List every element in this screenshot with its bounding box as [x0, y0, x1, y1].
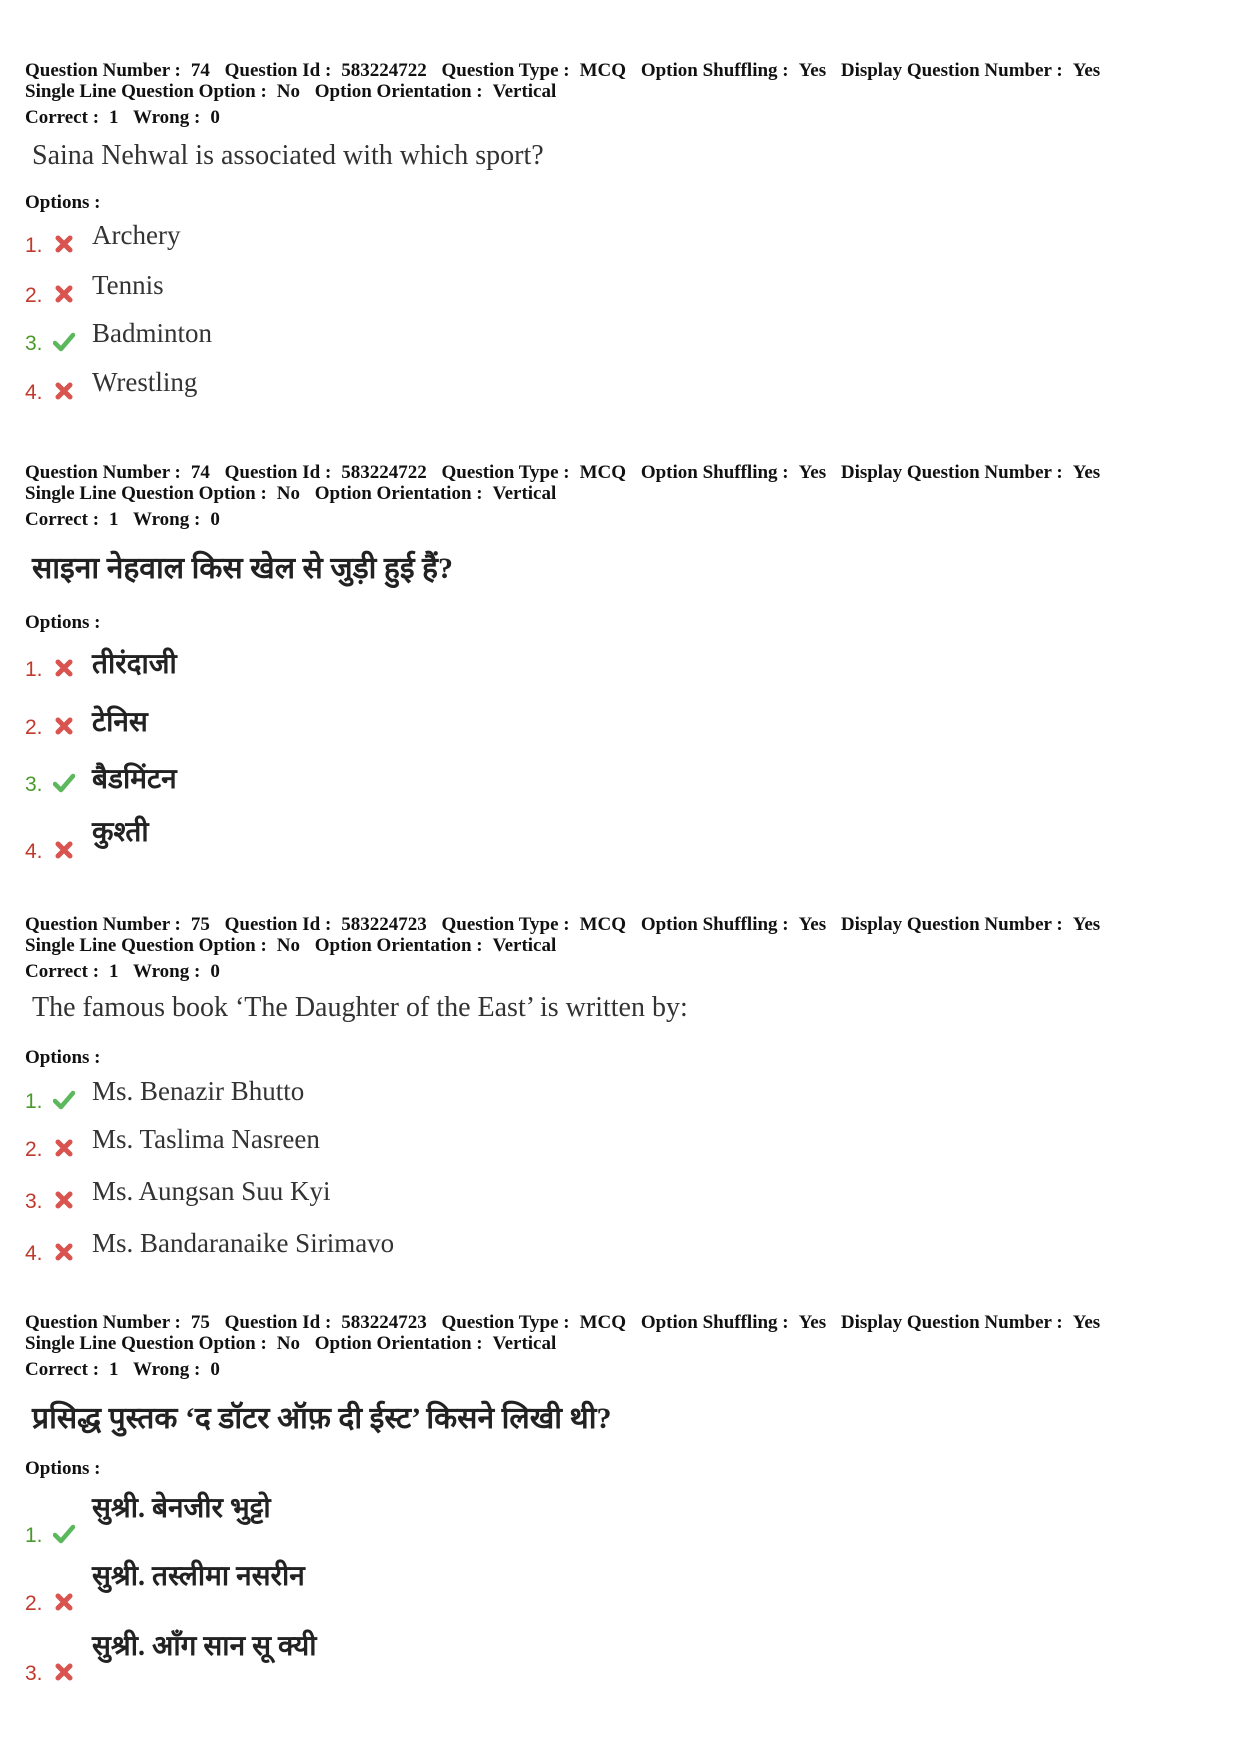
meta-label: Question Number :	[25, 1312, 181, 1333]
correct-check-icon	[53, 332, 75, 352]
display-question-number: Yes	[1072, 1312, 1101, 1333]
option-shuffling: Yes	[798, 1312, 827, 1333]
option-text: Ms. Aungsan Suu Kyi	[92, 1176, 331, 1206]
meta-label: Question Type :	[441, 1312, 570, 1333]
question-id: 583224723	[341, 914, 427, 935]
question-type: MCQ	[579, 914, 627, 935]
meta-label: Option Shuffling :	[640, 914, 789, 935]
display-question-number: Yes	[1072, 60, 1101, 81]
meta-label: Option Shuffling :	[640, 462, 789, 483]
correct-check-icon	[53, 1090, 75, 1110]
meta-label: Correct :	[25, 1359, 100, 1380]
option-text: बैडमिंटन	[92, 764, 177, 795]
option-item	[25, 1176, 925, 1216]
wrong-cross-icon	[53, 1190, 75, 1210]
question-block	[25, 462, 1215, 863]
meta-label: Question Number :	[25, 914, 181, 935]
marks-line	[25, 961, 1215, 982]
option-number: 2.	[25, 284, 43, 307]
meta-label: Question Number :	[25, 60, 181, 81]
question-text: प्रसिद्ध पुस्तक ‘द डॉटर ऑफ़ दी ईस्ट’ किसने लिखी थी?	[32, 1402, 612, 1435]
wrong-cross-icon	[53, 840, 75, 860]
question-type: MCQ	[579, 462, 627, 483]
option-shuffling: Yes	[798, 914, 827, 935]
question-meta-line-1	[25, 462, 1215, 483]
meta-label: Option Orientation :	[314, 81, 483, 102]
display-question-number: Yes	[1072, 914, 1101, 935]
question-id: 583224722	[341, 462, 427, 483]
option-item	[25, 220, 925, 260]
option-item	[25, 367, 925, 407]
single-line-option: No	[276, 1333, 301, 1354]
option-item	[25, 817, 925, 866]
wrong-cross-icon	[53, 1138, 75, 1158]
marks-line	[25, 509, 1215, 530]
option-number: 3.	[25, 773, 43, 796]
meta-label: Wrong :	[132, 509, 201, 530]
option-orientation: Vertical	[492, 935, 557, 956]
correct-marks: 1	[109, 961, 119, 982]
meta-label: Single Line Question Option :	[25, 935, 267, 956]
option-number: 1.	[25, 658, 43, 681]
option-number: 3.	[25, 1190, 43, 1213]
wrong-marks: 0	[210, 1359, 220, 1380]
wrong-marks: 0	[210, 961, 220, 982]
meta-label: Display Question Number :	[840, 914, 1063, 935]
marks-line	[25, 1359, 1215, 1380]
option-item	[25, 318, 925, 358]
single-line-option: No	[276, 935, 301, 956]
meta-label: Wrong :	[132, 107, 201, 128]
question-type: MCQ	[579, 1312, 627, 1333]
meta-label: Wrong :	[132, 961, 201, 982]
wrong-cross-icon	[53, 234, 75, 254]
question-number: 75	[190, 914, 210, 935]
question-type: MCQ	[579, 60, 627, 81]
meta-label: Wrong :	[132, 1359, 201, 1380]
options-label: Options :	[25, 612, 101, 633]
option-orientation: Vertical	[492, 1333, 557, 1354]
meta-label: Correct :	[25, 107, 100, 128]
question-block	[25, 914, 1215, 1265]
correct-marks: 1	[109, 1359, 119, 1380]
option-item	[25, 1561, 925, 1618]
option-text: Archery	[92, 220, 181, 250]
meta-label: Option Orientation :	[314, 1333, 483, 1354]
correct-check-icon	[53, 1524, 75, 1544]
wrong-marks: 0	[210, 107, 220, 128]
question-meta-line-1	[25, 914, 1215, 935]
question-text: साइना नेहवाल किस खेल से जुड़ी हुई हैं?	[32, 552, 453, 585]
question-id: 583224722	[341, 60, 427, 81]
meta-label: Single Line Question Option :	[25, 1333, 267, 1354]
meta-label: Correct :	[25, 961, 100, 982]
option-text: Wrestling	[92, 367, 198, 397]
option-item	[25, 270, 925, 310]
option-orientation: Vertical	[492, 81, 557, 102]
meta-label: Option Orientation :	[314, 483, 483, 504]
question-number: 75	[190, 1312, 210, 1333]
option-number: 4.	[25, 840, 43, 863]
option-text: Ms. Taslima Nasreen	[92, 1124, 320, 1154]
option-item	[25, 1228, 925, 1268]
meta-label: Display Question Number :	[840, 462, 1063, 483]
option-item	[25, 1493, 925, 1550]
question-meta-line-1	[25, 60, 1215, 81]
meta-label: Single Line Question Option :	[25, 483, 267, 504]
meta-label: Question Id :	[224, 60, 332, 81]
options-label: Options :	[25, 1458, 101, 1479]
options-label: Options :	[25, 1047, 101, 1068]
option-item	[25, 1076, 925, 1116]
meta-label: Display Question Number :	[840, 60, 1063, 81]
meta-label: Option Orientation :	[314, 935, 483, 956]
option-text: Tennis	[92, 270, 164, 300]
option-number: 1.	[25, 1524, 43, 1547]
question-meta-line-1	[25, 1312, 1215, 1333]
correct-marks: 1	[109, 509, 119, 530]
option-item	[25, 1631, 925, 1688]
option-text: Badminton	[92, 318, 212, 348]
wrong-cross-icon	[53, 1662, 75, 1682]
wrong-cross-icon	[53, 716, 75, 736]
question-meta-line-2	[25, 935, 1215, 956]
question-text: Saina Nehwal is associated with which sport?	[32, 140, 544, 171]
display-question-number: Yes	[1072, 462, 1101, 483]
option-orientation: Vertical	[492, 483, 557, 504]
question-block	[25, 1312, 1215, 1685]
meta-label: Question Type :	[441, 462, 570, 483]
wrong-marks: 0	[210, 509, 220, 530]
option-shuffling: Yes	[798, 60, 827, 81]
option-number: 2.	[25, 1138, 43, 1161]
single-line-option: No	[276, 81, 301, 102]
option-number: 4.	[25, 381, 43, 404]
question-number: 74	[190, 60, 210, 81]
wrong-cross-icon	[53, 1592, 75, 1612]
correct-marks: 1	[109, 107, 119, 128]
option-item	[25, 644, 925, 684]
meta-label: Question Type :	[441, 60, 570, 81]
option-item	[25, 1124, 925, 1164]
option-text: सुश्री. तस्लीमा नसरीन	[92, 1561, 305, 1592]
option-text: सुश्री. बेनजीर भुट्टो	[92, 1493, 271, 1524]
wrong-cross-icon	[53, 658, 75, 678]
wrong-cross-icon	[53, 1242, 75, 1262]
meta-label: Question Type :	[441, 914, 570, 935]
option-text: टेनिस	[92, 707, 148, 738]
marks-line	[25, 107, 1215, 128]
meta-label: Display Question Number :	[840, 1312, 1063, 1333]
question-block	[25, 60, 1215, 404]
option-item	[25, 702, 925, 742]
option-text: कुश्ती	[92, 817, 149, 848]
option-number: 4.	[25, 1242, 43, 1265]
option-shuffling: Yes	[798, 462, 827, 483]
question-text: The famous book ‘The Daughter of the East’ is written by:	[32, 992, 688, 1023]
meta-label: Question Id :	[224, 1312, 332, 1333]
option-number: 1.	[25, 234, 43, 257]
option-number: 2.	[25, 1592, 43, 1615]
option-text: तीरंदाजी	[92, 649, 177, 680]
meta-label: Single Line Question Option :	[25, 81, 267, 102]
question-number: 74	[190, 462, 210, 483]
meta-label: Question Id :	[224, 914, 332, 935]
option-number: 2.	[25, 716, 43, 739]
wrong-cross-icon	[53, 284, 75, 304]
meta-label: Option Shuffling :	[640, 60, 789, 81]
option-text: Ms. Bandaranaike Sirimavo	[92, 1228, 395, 1258]
question-meta-line-2	[25, 483, 1215, 504]
single-line-option: No	[276, 483, 301, 504]
option-text: Ms. Benazir Bhutto	[92, 1076, 305, 1106]
option-number: 1.	[25, 1090, 43, 1113]
question-meta-line-2	[25, 81, 1215, 102]
option-text: सुश्री. आँग सान सू क्यी	[92, 1631, 317, 1662]
options-label: Options :	[25, 192, 101, 213]
meta-label: Question Id :	[224, 462, 332, 483]
correct-check-icon	[53, 773, 75, 793]
question-id: 583224723	[341, 1312, 427, 1333]
wrong-cross-icon	[53, 381, 75, 401]
meta-label: Question Number :	[25, 462, 181, 483]
meta-label: Correct :	[25, 509, 100, 530]
meta-label: Option Shuffling :	[640, 1312, 789, 1333]
option-number: 3.	[25, 332, 43, 355]
option-number: 3.	[25, 1662, 43, 1685]
question-meta-line-2	[25, 1333, 1215, 1354]
option-item	[25, 759, 925, 799]
